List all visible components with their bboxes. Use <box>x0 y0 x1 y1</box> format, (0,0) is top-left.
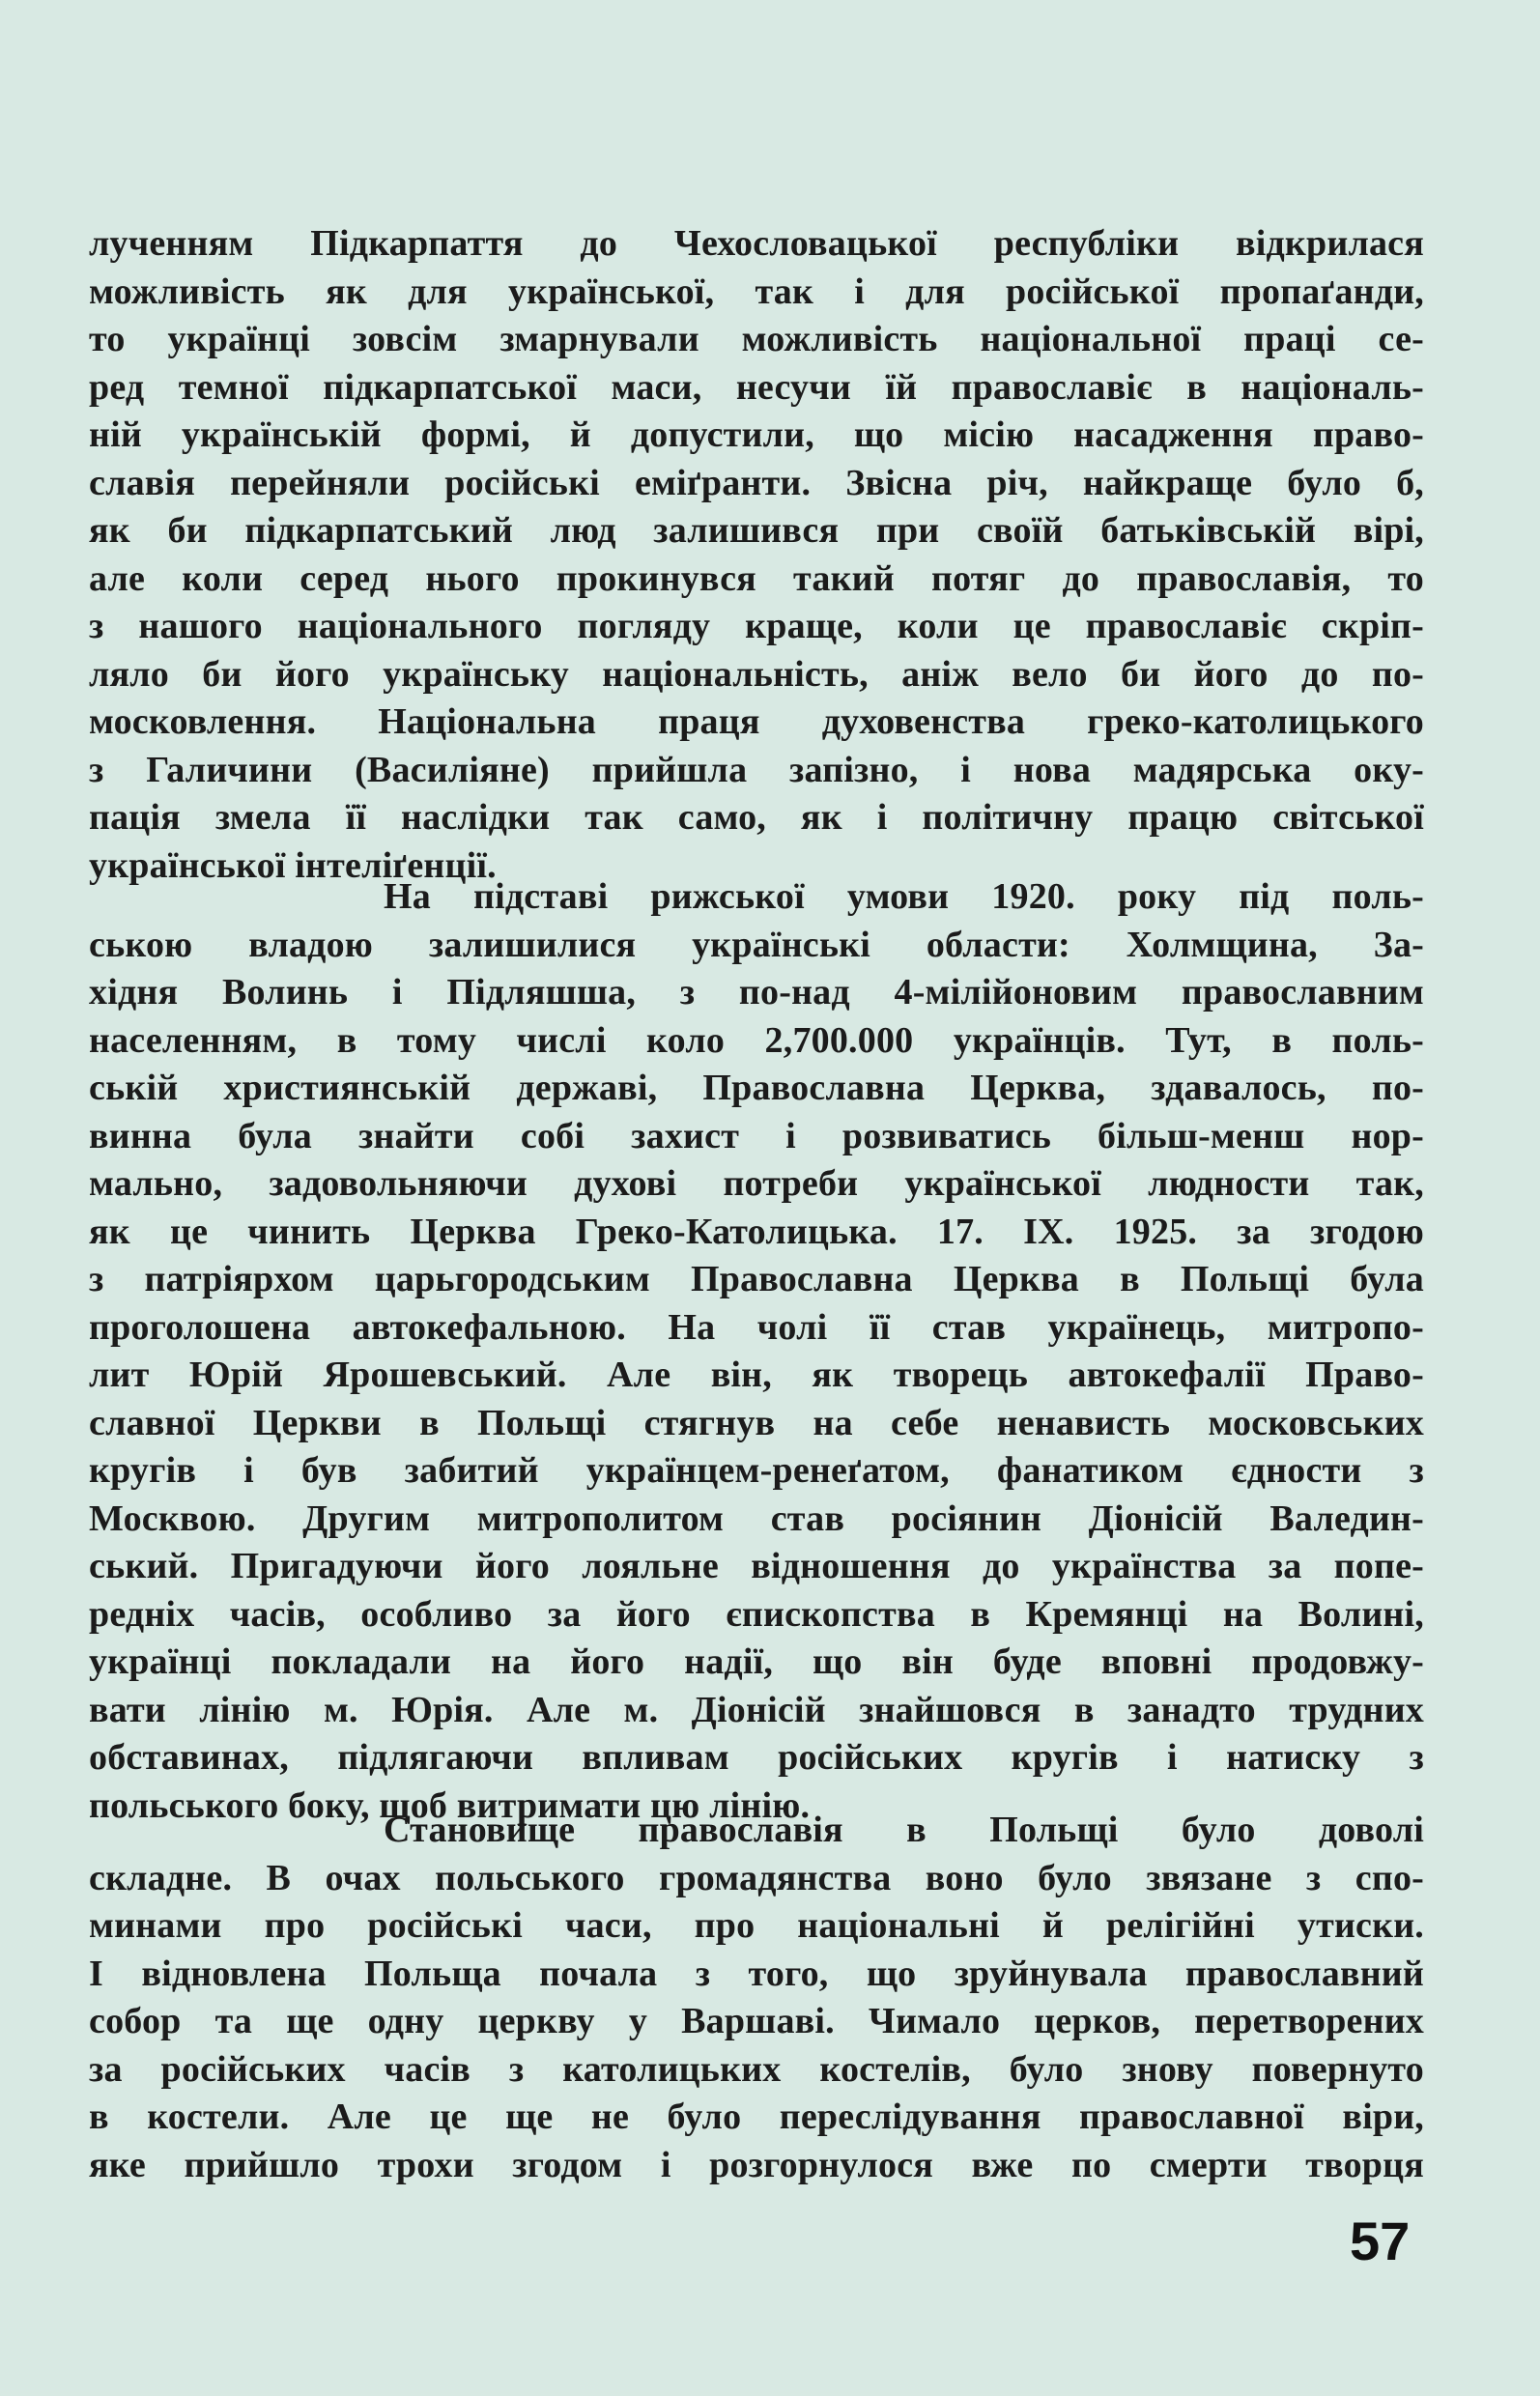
text-line: за російських часів з католицьких костелів, було знову повернуто <box>89 2048 1424 2090</box>
text-line: як би підкарпатський люд залишився при своїй батьківській вірі, <box>89 510 1424 551</box>
text-line: проголошена автокефальною. На чолі її став українець, митропо- <box>89 1306 1424 1348</box>
text-line: як це чинить Церква Греко-Католицька. 17. IX. 1925. за згодою <box>89 1211 1424 1252</box>
text-line: складне. В очах польського громадянства воно було звязане з спо- <box>89 1857 1424 1898</box>
text-line: ський. Пригадуючи його лояльне відношення до українства за попе- <box>89 1546 1424 1586</box>
text-line: московлення. Національна праця духовенства греко-католицького <box>89 701 1424 742</box>
text-line: минами про російські часи, про національні й релігійні утиски. <box>89 1905 1424 1946</box>
text-line: Становище православія в Польщі було доволі <box>384 1810 1424 1850</box>
text-line: редніх часів, особливо за його єпископства в Кремянці на Волині, <box>89 1593 1424 1635</box>
text-line: можливість як для української, так і для російської пропаґанди, <box>89 271 1424 312</box>
text-line: ській християнській державі, Православна Церква, здавалось, по- <box>89 1068 1424 1108</box>
text-line: обставинах, підлягаючи впливам російських кругів і натиску з <box>89 1737 1424 1778</box>
text-line: собор та ще одну церкву у Варшаві. Чимало церков, перетворених <box>89 2001 1424 2041</box>
text-line: але коли серед нього прокинувся такий потяг до православія, то <box>89 557 1424 599</box>
text-line: славія перейняли російські еміґранти. Звісна річ, найкраще було б, <box>89 462 1424 503</box>
text-line: ред темної підкарпатської маси, несучи їй православіє в національ- <box>89 366 1424 408</box>
text-line: то українці зовсім змарнували можливість національної праці се- <box>89 319 1424 359</box>
text-line: населенням, в тому числі коло 2,700.000 українців. Тут, в поль- <box>89 1019 1424 1061</box>
text-line: українці покладали на його надії, що він буде вповні продовжу- <box>89 1641 1424 1682</box>
text-line: з патріярхом царьгородським Православна Церква в Польщі була <box>89 1259 1424 1299</box>
text-line: ній українській формі, й допустили, що місію насадження право- <box>89 414 1424 455</box>
paragraph-3 <box>89 1807 1424 2189</box>
text-line: хідня Волинь і Підляшша, з по-над 4-мілійоновим православним <box>89 972 1424 1013</box>
text-line: пація змела її наслідки так само, як і політичну працю світської <box>89 797 1424 838</box>
text-line: ською владою залишилися українські области: Холмщина, За- <box>89 924 1424 965</box>
paragraph-2 <box>89 873 1424 1830</box>
text-line: винна була знайти собі захист і розвиватись більш-менш нор- <box>89 1115 1424 1156</box>
text-line: мально, задовольняючи духові потреби української людности так, <box>89 1163 1424 1204</box>
text-line: Москвою. Другим митрополитом став росіянин Діонісій Валедин- <box>89 1498 1424 1539</box>
text-line: української інтеліґенції. <box>89 844 497 886</box>
text-line: І відновлена Польща почала з того, що зруйнувала православний <box>89 1953 1424 1994</box>
text-line: польського боку, щоб витримати цю лінію. <box>89 1784 811 1826</box>
text-line: ляло би його українську національність, аніж вело би його до по- <box>89 653 1424 695</box>
text-line: яке прийшло трохи згодом і розгорнулося вже по смерти творця <box>89 2144 1424 2185</box>
text-line: лит Юрій Ярошевський. Але він, як творець автокефалії Право- <box>89 1355 1424 1395</box>
text-line: На підставі рижської умови 1920. року під поль- <box>384 876 1424 917</box>
page-number: 57 <box>1350 2211 1411 2271</box>
text-line: лученням Підкарпаття до Чехословацької республіки відкрилася <box>89 223 1424 264</box>
paragraph-1 <box>89 220 1424 890</box>
text-line: вати лінію м. Юрія. Але м. Діонісій знайшовся в занадто трудних <box>89 1689 1424 1730</box>
text-line: з Галичини (Василіяне) прийшла запізно, і нова мадярська оку- <box>89 749 1424 790</box>
text-line: в костели. Але це ще не було переслідування православної віри, <box>89 2096 1424 2137</box>
text-line: славної Церкви в Польщі стягнув на себе ненависть московських <box>89 1402 1424 1443</box>
text-line: з нашого національного погляду краще, коли це православіє скріп- <box>89 606 1424 646</box>
text-line: кругів і був забитий українцем-ренеґатом, фанатиком єдности з <box>89 1450 1424 1491</box>
